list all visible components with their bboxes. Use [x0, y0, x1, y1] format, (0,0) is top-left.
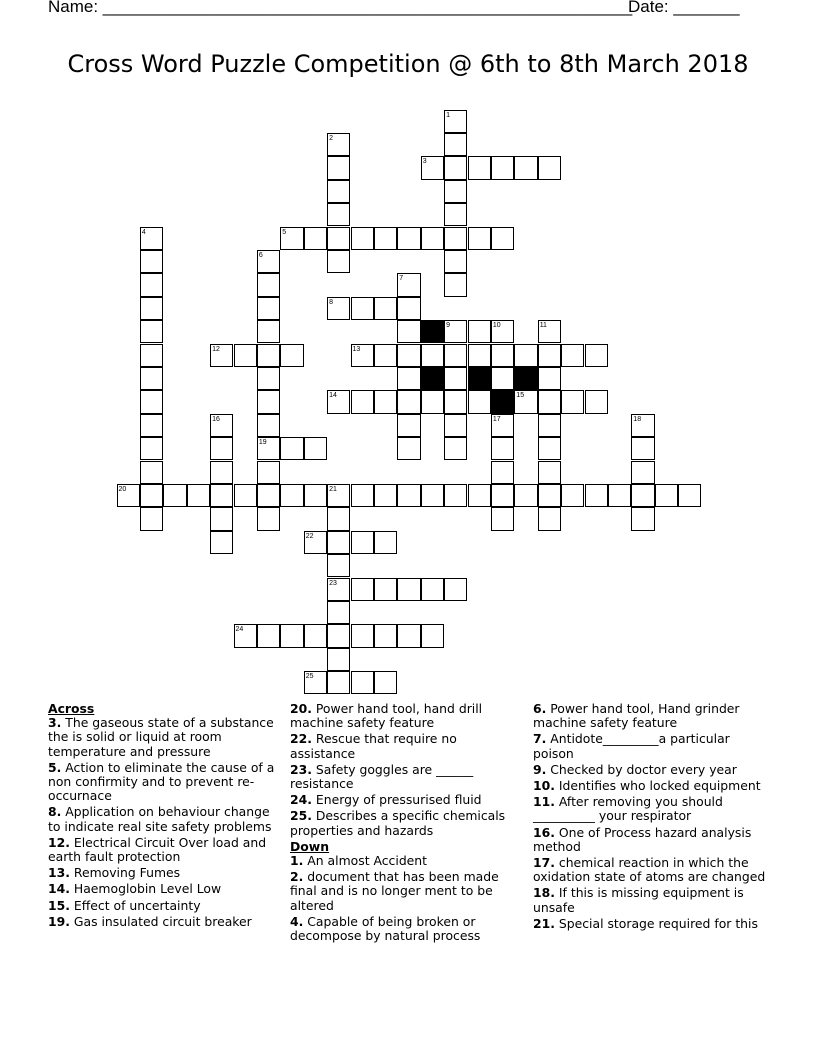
- grid-number: 5: [282, 228, 287, 236]
- grid-number: 19: [258, 439, 267, 447]
- grid-cell[interactable]: [374, 671, 397, 694]
- grid-number: 23: [329, 579, 337, 587]
- grid-cell[interactable]: [140, 414, 163, 437]
- grid-cell[interactable]: [397, 367, 420, 390]
- grid-number: 21: [329, 485, 337, 493]
- down-clue: [290, 854, 522, 868]
- grid-cell[interactable]: [257, 507, 280, 530]
- clue-text: Special storage required for this: [554, 915, 758, 931]
- grid-cell[interactable]: [140, 344, 163, 367]
- grid-cell[interactable]: [514, 156, 537, 179]
- grid-cell[interactable]: [257, 461, 280, 484]
- grid-cell[interactable]: [468, 344, 491, 367]
- grid-cell[interactable]: [140, 484, 163, 507]
- grid-cell[interactable]: [280, 437, 303, 460]
- grid-cell[interactable]: [304, 484, 327, 507]
- page-title: Cross Word Puzzle Competition @ 6th to 8th March 2018: [67, 50, 749, 78]
- grid-cell[interactable]: [444, 484, 467, 507]
- clue-number: 1.: [290, 853, 304, 869]
- grid-cell[interactable]: [444, 133, 467, 156]
- clue-number: 23.: [290, 761, 312, 777]
- grid-cell[interactable]: [140, 461, 163, 484]
- clue-number: 3.: [48, 715, 62, 731]
- grid-cell[interactable]: [163, 484, 186, 507]
- grid-cell[interactable]: [140, 273, 163, 296]
- grid-cell[interactable]: [140, 367, 163, 390]
- grid-cell[interactable]: [585, 390, 608, 413]
- grid-cell[interactable]: [444, 367, 467, 390]
- grid-cell[interactable]: [468, 390, 491, 413]
- across-clue: [48, 866, 280, 880]
- grid-number: 10: [492, 322, 501, 330]
- across-clue: [48, 805, 280, 833]
- grid-cell[interactable]: [257, 273, 280, 296]
- clue-number: 5.: [48, 759, 62, 775]
- grid-cell[interactable]: [538, 156, 561, 179]
- grid-cell[interactable]: [234, 344, 257, 367]
- grid-block: [491, 390, 514, 413]
- grid-cell[interactable]: [678, 484, 701, 507]
- grid-number: 13: [352, 345, 361, 353]
- clue-number: 25.: [290, 808, 312, 824]
- grid-cell[interactable]: [444, 156, 467, 179]
- grid-cell[interactable]: [351, 531, 374, 554]
- date-field[interactable]: Date: _______: [628, 0, 740, 16]
- down-clue: [533, 795, 773, 823]
- grid-cell[interactable]: [491, 367, 514, 390]
- across-clue: [48, 915, 280, 929]
- grid-cell[interactable]: [421, 390, 444, 413]
- grid-cell[interactable]: [538, 414, 561, 437]
- grid-cell[interactable]: [444, 414, 467, 437]
- grid-cell[interactable]: [655, 484, 678, 507]
- grid-cell[interactable]: [327, 180, 350, 203]
- grid-cell[interactable]: [491, 461, 514, 484]
- grid-cell[interactable]: [561, 344, 584, 367]
- grid-cell[interactable]: [374, 531, 397, 554]
- grid-cell[interactable]: [327, 507, 350, 530]
- grid-cell[interactable]: [327, 601, 350, 624]
- grid-cell[interactable]: [491, 227, 514, 250]
- across-clue: [48, 899, 280, 913]
- clues-column-3: [533, 702, 773, 933]
- grid-cell[interactable]: [397, 437, 420, 460]
- clue-text: Identifies who locked equipment: [554, 778, 761, 794]
- grid-cell[interactable]: [608, 484, 631, 507]
- clue-number: 2.: [290, 869, 304, 885]
- grid-cell[interactable]: [257, 344, 280, 367]
- clue-text: Capable of being broken or decompose by natural process: [290, 913, 481, 944]
- grid-cell[interactable]: [140, 437, 163, 460]
- clue-number: 17.: [533, 855, 555, 871]
- grid-cell[interactable]: [397, 227, 420, 250]
- grid-number: 9: [446, 322, 450, 330]
- grid-cell[interactable]: [421, 624, 444, 647]
- down-clue: [533, 763, 773, 777]
- clue-number: 15.: [48, 897, 70, 913]
- grid-cell[interactable]: [397, 414, 420, 437]
- down-clue: [290, 870, 522, 913]
- grid-cell[interactable]: [468, 227, 491, 250]
- grid-cell[interactable]: [491, 156, 514, 179]
- grid-number: 7: [399, 275, 404, 283]
- grid-cell[interactable]: [351, 484, 374, 507]
- across-clue: [48, 716, 280, 759]
- grid-cell[interactable]: [538, 507, 561, 530]
- grid-cell[interactable]: [468, 320, 491, 343]
- grid-cell[interactable]: [351, 578, 374, 601]
- grid-cell[interactable]: [444, 390, 467, 413]
- grid-cell[interactable]: [444, 203, 467, 226]
- across-clue: [290, 702, 522, 730]
- grid-cell[interactable]: [374, 390, 397, 413]
- grid-cell[interactable]: [444, 578, 467, 601]
- grid-cell[interactable]: [327, 250, 350, 273]
- across-heading: Across: [48, 701, 95, 716]
- grid-cell[interactable]: [304, 437, 327, 460]
- grid-cell[interactable]: [397, 578, 420, 601]
- grid-cell[interactable]: [304, 227, 327, 250]
- grid-number: 17: [492, 415, 501, 423]
- grid-number: 20: [118, 485, 127, 493]
- grid-number: 6: [258, 251, 263, 259]
- grid-cell[interactable]: [374, 578, 397, 601]
- grid-cell[interactable]: [491, 484, 514, 507]
- down-clue: [533, 732, 773, 760]
- down-clue: [290, 915, 522, 943]
- grid-number: 25: [305, 673, 314, 681]
- clue-number: 21.: [533, 915, 555, 931]
- grid-cell[interactable]: [140, 390, 163, 413]
- grid-cell[interactable]: [140, 507, 163, 530]
- grid-cell[interactable]: [631, 484, 654, 507]
- grid-cell[interactable]: [585, 484, 608, 507]
- down-clue: [533, 886, 773, 914]
- clue-number: 6.: [533, 701, 547, 716]
- clue-text: document that has been made final and is no longer ment to be altered: [290, 869, 499, 913]
- clue-text: chemical reaction in which the oxidation state of atoms are changed: [533, 855, 766, 885]
- grid-cell[interactable]: [210, 461, 233, 484]
- grid-cell[interactable]: [421, 227, 444, 250]
- grid-block: [421, 320, 444, 343]
- clue-number: 9.: [533, 761, 547, 777]
- down-clue: [533, 856, 773, 884]
- grid-cell[interactable]: [304, 624, 327, 647]
- grid-cell[interactable]: [351, 227, 374, 250]
- grid-cell[interactable]: [561, 390, 584, 413]
- clue-text: Power hand tool, Hand grinder machine safety feature: [533, 701, 740, 731]
- grid-cell[interactable]: [327, 648, 350, 671]
- clue-text: Antidote_________a particular poison: [533, 731, 730, 761]
- grid-number: 2: [329, 134, 333, 142]
- grid-cell[interactable]: [538, 390, 561, 413]
- down-clue: [533, 917, 773, 931]
- grid-cell[interactable]: [374, 227, 397, 250]
- header: [48, 0, 748, 22]
- grid-cell[interactable]: [397, 297, 420, 320]
- across-clue: [290, 793, 522, 807]
- grid-cell[interactable]: [327, 554, 350, 577]
- down-heading: Down: [290, 838, 330, 854]
- clue-number: 20.: [290, 701, 312, 716]
- grid-cell[interactable]: [538, 484, 561, 507]
- clues-column-2: [290, 702, 522, 945]
- grid-cell[interactable]: [327, 203, 350, 226]
- grid-cell[interactable]: [514, 344, 537, 367]
- clue-text: Electrical Circuit Over load and earth fault protection: [48, 834, 267, 865]
- clue-number: 10.: [533, 778, 555, 794]
- grid-cell[interactable]: [397, 484, 420, 507]
- clue-text: Action to eliminate the cause of a non confirmity and to prevent re-occurnace: [48, 759, 275, 804]
- grid-cell[interactable]: [140, 297, 163, 320]
- grid-cell[interactable]: [421, 484, 444, 507]
- grid-cell[interactable]: [444, 437, 467, 460]
- grid-cell[interactable]: [514, 484, 537, 507]
- grid-cell[interactable]: [140, 320, 163, 343]
- down-clue: [533, 779, 773, 793]
- grid-cell[interactable]: [327, 531, 350, 554]
- grid-cell[interactable]: [491, 344, 514, 367]
- across-clue: [290, 763, 522, 791]
- grid-cell[interactable]: [468, 484, 491, 507]
- grid-block: [514, 367, 537, 390]
- grid-cell[interactable]: [210, 437, 233, 460]
- grid-cell[interactable]: [538, 461, 561, 484]
- clue-text: Checked by doctor every year: [546, 761, 737, 777]
- clue-text: Energy of pressurised fluid: [311, 792, 482, 808]
- grid-cell[interactable]: [210, 531, 233, 554]
- grid-cell[interactable]: [327, 156, 350, 179]
- grid-cell[interactable]: [257, 297, 280, 320]
- grid-cell[interactable]: [351, 624, 374, 647]
- clue-text: Power hand tool, hand drill machine safety feature: [290, 701, 483, 731]
- clue-number: 8.: [48, 804, 62, 820]
- clue-number: 22.: [290, 731, 312, 747]
- grid-cell[interactable]: [491, 437, 514, 460]
- grid-cell[interactable]: [327, 671, 350, 694]
- across-clue: [48, 761, 280, 804]
- grid-cell[interactable]: [374, 344, 397, 367]
- grid-cell[interactable]: [444, 180, 467, 203]
- grid-cell[interactable]: [631, 507, 654, 530]
- grid-cell[interactable]: [210, 484, 233, 507]
- across-clue: [290, 809, 522, 837]
- grid-cell[interactable]: [491, 507, 514, 530]
- grid-cell[interactable]: [351, 671, 374, 694]
- clue-number: 14.: [48, 881, 70, 897]
- grid-cell[interactable]: [444, 344, 467, 367]
- grid-cell[interactable]: [538, 437, 561, 460]
- grid-cell[interactable]: [280, 344, 303, 367]
- clue-text: If this is missing equipment is unsafe: [533, 885, 744, 915]
- clue-text: After removing you should __________ your respirator: [533, 794, 723, 824]
- grid-block: [468, 367, 491, 390]
- clue-number: 4.: [290, 913, 304, 929]
- clue-text: Gas insulated circuit breaker: [69, 913, 252, 929]
- grid-block: [421, 367, 444, 390]
- grid-cell[interactable]: [257, 320, 280, 343]
- grid-number: 16: [212, 415, 220, 423]
- grid-number: 1: [446, 111, 450, 119]
- clue-text: One of Process hazard analysis method: [533, 824, 752, 854]
- grid-cell[interactable]: [327, 624, 350, 647]
- grid-number: 18: [633, 415, 642, 423]
- grid-number: 12: [212, 345, 220, 353]
- clue-text: Effect of uncertainty: [69, 897, 201, 913]
- grid-cell[interactable]: [397, 344, 420, 367]
- grid-cell[interactable]: [257, 414, 280, 437]
- across-clue: [48, 836, 280, 864]
- grid-cell[interactable]: [444, 273, 467, 296]
- grid-number: 11: [539, 322, 547, 330]
- grid-cell[interactable]: [257, 367, 280, 390]
- grid-cell[interactable]: [538, 344, 561, 367]
- grid-cell[interactable]: [210, 507, 233, 530]
- clue-number: 13.: [48, 865, 70, 881]
- grid-number: 8: [329, 298, 333, 306]
- clues-column-1: [48, 702, 280, 931]
- clue-number: 18.: [533, 885, 555, 901]
- clue-number: 16.: [533, 824, 555, 840]
- grid-number: 24: [235, 626, 244, 634]
- grid-cell[interactable]: [444, 227, 467, 250]
- grid-cell[interactable]: [538, 367, 561, 390]
- grid-cell[interactable]: [561, 484, 584, 507]
- grid-number: 22: [305, 532, 314, 540]
- grid-cell[interactable]: [374, 484, 397, 507]
- grid-cell[interactable]: [631, 437, 654, 460]
- grid-cell[interactable]: [397, 624, 420, 647]
- grid-cell[interactable]: [351, 390, 374, 413]
- grid-cell[interactable]: [257, 624, 280, 647]
- grid-cell[interactable]: [280, 484, 303, 507]
- grid-cell[interactable]: [257, 484, 280, 507]
- across-clue: [290, 732, 522, 760]
- name-field[interactable]: Name: ________________________________________________________: [48, 0, 633, 16]
- clue-number: 12.: [48, 834, 70, 850]
- grid-number: 3: [422, 158, 427, 166]
- clue-text: Safety goggles are ______ resistance: [290, 761, 474, 792]
- clue-text: Removing Fumes: [69, 865, 181, 881]
- grid-cell[interactable]: [234, 484, 257, 507]
- clue-text: Haemoglobin Level Low: [69, 881, 222, 897]
- clue-text: Rescue that require no assistance: [290, 731, 457, 761]
- clue-text: Application on behaviour change to indicate real site safety problems: [48, 804, 272, 834]
- down-clue: [533, 826, 773, 854]
- clue-number: 7.: [533, 731, 547, 747]
- grid-number: 4: [141, 228, 146, 236]
- clue-text: Describes a specific chemicals properties and hazards: [290, 808, 506, 838]
- grid-number: 15: [516, 392, 525, 400]
- grid-cell[interactable]: [187, 484, 210, 507]
- clue-text: The gaseous state of a substance the is solid or liquid at room temperature and pressure: [48, 715, 274, 759]
- across-clue: [48, 882, 280, 896]
- grid-cell[interactable]: [280, 624, 303, 647]
- down-clue: [533, 702, 773, 730]
- grid-cell[interactable]: [468, 156, 491, 179]
- grid-cell[interactable]: [444, 250, 467, 273]
- grid-cell[interactable]: [140, 250, 163, 273]
- grid-cell[interactable]: [397, 390, 420, 413]
- grid-cell[interactable]: [421, 344, 444, 367]
- clue-number: 11.: [533, 794, 555, 810]
- grid-cell[interactable]: [374, 624, 397, 647]
- grid-cell[interactable]: [374, 297, 397, 320]
- grid-cell[interactable]: [631, 461, 654, 484]
- grid-cell[interactable]: [397, 320, 420, 343]
- grid-cell[interactable]: [351, 297, 374, 320]
- clue-number: 24.: [290, 792, 312, 808]
- grid-number: 14: [329, 392, 337, 400]
- clue-text: An almost Accident: [303, 853, 428, 869]
- grid-cell[interactable]: [257, 390, 280, 413]
- clue-number: 19.: [48, 913, 70, 929]
- grid-cell[interactable]: [421, 578, 444, 601]
- grid-cell[interactable]: [327, 227, 350, 250]
- grid-cell[interactable]: [585, 344, 608, 367]
